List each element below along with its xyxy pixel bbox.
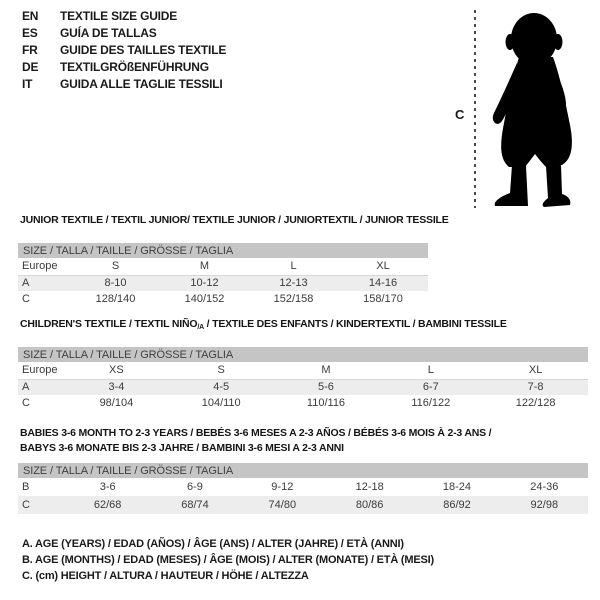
table-row — [18, 496, 588, 514]
cell: 158/170 — [363, 293, 403, 305]
children-heading-sub: /A — [197, 324, 204, 331]
junior-size-table — [18, 243, 428, 307]
footnote-line: C. (cm) HEIGHT / ALTURA / HAUTEUR / HÖHE / ALTEZZA — [22, 570, 309, 582]
column-header: S — [71, 258, 160, 275]
cell: 7-8 — [483, 379, 588, 395]
language-list — [22, 8, 226, 93]
cell: 10-12 — [160, 275, 249, 291]
junior-section-heading: JUNIOR TEXTILE / TEXTIL JUNIOR/ TEXTILE JUNIOR / JUNIORTEXTIL / JUNIOR TESSILE — [20, 214, 449, 226]
column-header: XL — [483, 362, 588, 379]
cell: 24-36 — [530, 481, 559, 493]
footnotes — [22, 536, 434, 584]
cell: 18-24 — [442, 481, 472, 493]
height-dashed-line — [474, 10, 476, 208]
cell: 3-4 — [64, 379, 169, 395]
language-code: EN — [22, 9, 39, 23]
language-code: ES — [22, 26, 38, 40]
footnote-line: A. AGE (YEARS) / EDAD (AÑOS) / ÂGE (ANS) / ALTER (JAHRE) / ETÀ (ANNI) — [22, 538, 404, 550]
cell: 140/152 — [184, 293, 225, 305]
language-title: TEXTILE SIZE GUIDE — [60, 9, 178, 23]
cell: 152/158 — [273, 293, 314, 305]
babies-section-heading — [20, 426, 580, 456]
language-row — [22, 25, 226, 42]
column-header: L — [249, 258, 338, 275]
cell: 3-6 — [99, 481, 116, 493]
size-bar — [18, 347, 588, 362]
size-bar — [18, 243, 428, 258]
children-size-table — [18, 347, 588, 411]
language-row — [22, 42, 226, 59]
cell: 12-18 — [355, 481, 384, 493]
children-heading-post: / TEXTILE DES ENFANTS / KINDERTEXTIL / BAMBINI TESSILE — [203, 318, 507, 330]
language-code: IT — [22, 77, 33, 91]
footnote-line: B. AGE (MONTHS) / EDAD (MESES) / ÂGE (MOIS) / ALTER (MONATE) / ETÀ (MESI) — [22, 554, 434, 566]
cell: 110/116 — [306, 397, 346, 409]
size-bar-label: SIZE / TALLA / TAILLE / GRÖSSE / TAGLIA — [18, 347, 588, 362]
cell: 6-9 — [187, 481, 203, 493]
language-code: DE — [22, 60, 39, 74]
babies-heading-line1: BABIES 3-6 MONTH TO 2-3 YEARS / BEBÉS 3-6 MESES A 2-3 AÑOS / BÉBÉS 3-6 MOIS À 2-3 ANS / — [20, 427, 492, 439]
cell: 8-10 — [71, 275, 160, 291]
row-label: A — [18, 379, 64, 395]
table-row — [18, 478, 588, 496]
table-row — [18, 379, 588, 395]
language-row — [22, 8, 226, 25]
cell: 62/68 — [64, 496, 151, 514]
table-row — [18, 395, 588, 411]
column-header: XS — [64, 362, 169, 379]
cell: 5-6 — [274, 379, 379, 395]
row-label: C — [22, 293, 30, 305]
table-row — [18, 291, 428, 307]
size-bar-label: SIZE / TALLA / TAILLE / GRÖSSE / TAGLIA — [18, 463, 588, 478]
cell: 4-5 — [169, 379, 274, 395]
language-title: TEXTILGRÖßENFÜHRUNG — [60, 60, 209, 74]
column-header: Europe — [18, 362, 64, 379]
size-bar — [18, 463, 588, 478]
table-row — [18, 275, 428, 291]
baby-silhouette-icon — [485, 11, 589, 207]
cell: 80/86 — [326, 496, 413, 514]
column-header: M — [274, 362, 379, 379]
language-row — [22, 76, 226, 93]
row-label: A — [18, 275, 71, 291]
size-bar-label: SIZE / TALLA / TAILLE / GRÖSSE / TAGLIA — [18, 243, 428, 258]
cell: 128/140 — [95, 293, 136, 305]
cell: 6-7 — [378, 379, 483, 395]
cell: 68/74 — [151, 496, 238, 514]
children-heading-pre: CHILDREN'S TEXTILE / TEXTIL NIÑO — [20, 318, 198, 330]
cell: 116/122 — [411, 397, 451, 409]
column-header: M — [160, 258, 249, 275]
row-label: B — [22, 481, 30, 493]
language-code: FR — [22, 43, 38, 57]
language-row — [22, 59, 226, 76]
cell: 92/98 — [501, 496, 588, 514]
column-header-row — [18, 258, 428, 275]
language-title: GUIDE DES TAILLES TEXTILE — [60, 43, 227, 57]
language-title: GUÍA DE TALLAS — [60, 26, 157, 40]
column-header-row — [18, 362, 588, 379]
cell: 98/104 — [99, 397, 134, 409]
height-label-c: C — [455, 107, 465, 122]
language-title: GUIDA ALLE TAGLIE TESSILI — [60, 77, 223, 91]
row-label: C — [22, 397, 30, 409]
cell: 14-16 — [338, 275, 428, 291]
cell: 122/128 — [515, 397, 556, 409]
babies-size-table — [18, 463, 588, 514]
cell: 12-13 — [249, 275, 338, 291]
cell: 86/92 — [413, 496, 500, 514]
cell: 9-12 — [271, 481, 294, 493]
children-section-heading — [20, 318, 507, 331]
column-header: Europe — [18, 258, 71, 275]
column-header: L — [378, 362, 483, 379]
column-header: S — [169, 362, 274, 379]
cell: 74/80 — [239, 496, 326, 514]
babies-heading-line2: BABYS 3-6 MONATE BIS 2-3 JAHRE / BAMBINI 3-6 MESI A 2-3 ANNI — [20, 442, 344, 454]
cell: 104/110 — [201, 397, 241, 409]
row-label: C — [18, 496, 64, 514]
column-header: XL — [338, 258, 428, 275]
